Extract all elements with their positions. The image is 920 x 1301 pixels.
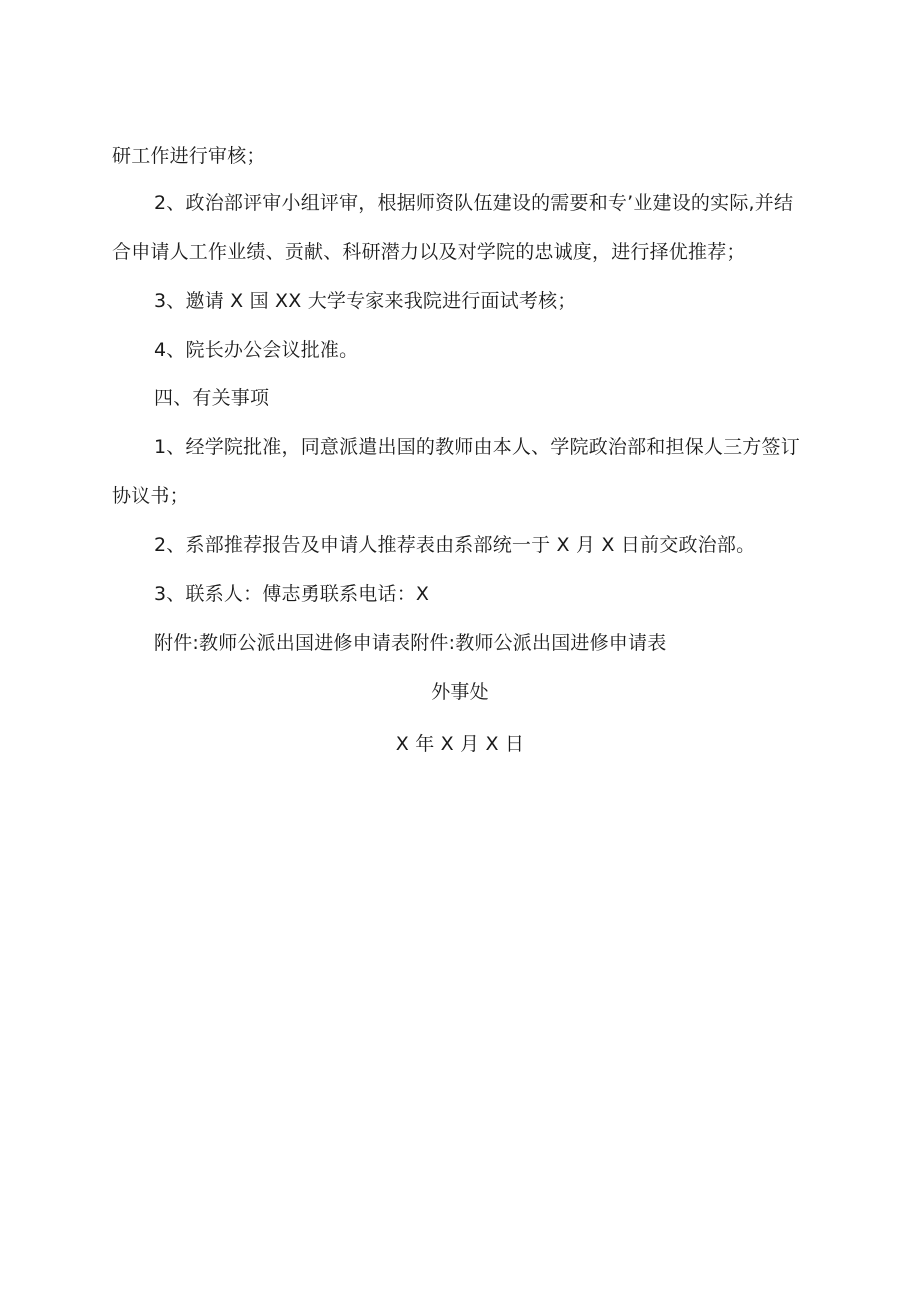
signature-date: X 年 X 月 X 日 (395, 733, 525, 755)
paragraph-line: 2、政治部评审小组评审，根据师资队伍建设的需要和专’业建设的实际,并结 (154, 192, 794, 214)
paragraph-line: 3、联系人：傅志勇联系电话：X (154, 583, 430, 605)
signature-office: 外事处 (431, 681, 489, 703)
attachment-line: 附件:教师公派出国进修申请表附件:教师公派出国进修申请表 (154, 632, 667, 654)
paragraph-line: 3、邀请 X 国 XX 大学专家来我院进行面试考核； (154, 290, 577, 312)
paragraph-line: 1、经学院批准，同意派遣出国的教师由本人、学院政治部和担保人三方签订 (154, 436, 800, 458)
paragraph-line: 研工作进行审核； (112, 145, 266, 167)
paragraph-line: 合申请人工作业绩、贡献、科研潜力以及对学院的忠诚度，进行择优推荐； (112, 241, 746, 263)
paragraph-line: 协议书； (112, 485, 189, 507)
paragraph-line: 2、系部推荐报告及申请人推荐表由系部统一于 X 月 X 日前交政治部。 (154, 534, 756, 556)
paragraph-line: 4、院长办公会议批准。 (154, 339, 359, 361)
section-heading: 四、有关事项 (154, 387, 270, 409)
